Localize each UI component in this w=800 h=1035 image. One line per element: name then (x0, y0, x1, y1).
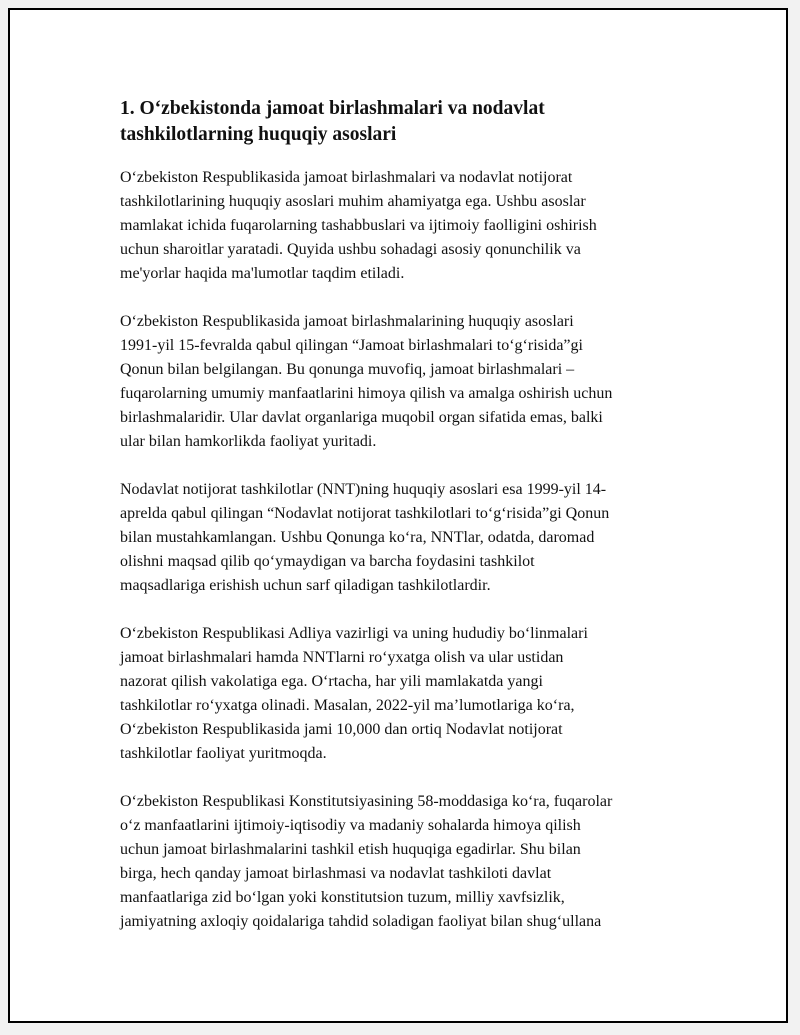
text-line: O‘zbekiston Respublikasida jami 10,000 dan ortiq Nodavlat notijorat (120, 721, 563, 738)
text-line: bilan mustahkamlangan. Ushbu Qonunga ko‘ra, NNTlar, odatda, daromad (120, 529, 595, 546)
document-page (8, 8, 788, 1023)
text-line: me'yorlar haqida ma'lumotlar taqdim etiladi. (120, 265, 405, 282)
paragraph-2 (120, 310, 700, 454)
text-line: tashkilotlarining huquqiy asoslari muhim ahamiyatga ega. Ushbu asoslar (120, 193, 586, 210)
text-line: O‘zbekiston Respublikasida jamoat birlashmalarining huquqiy asoslari (120, 313, 574, 330)
text-line: fuqarolarning umumiy manfaatlarini himoya qilish va amalga oshirish uchun (120, 385, 613, 402)
paragraph-1 (120, 166, 700, 286)
heading-line: tashkilotlarning huquqiy asoslari (120, 124, 397, 145)
paragraph-4 (120, 622, 700, 766)
text-line: birlashmalaridir. Ular davlat organlariga muqobil organ sifatida emas, balki (120, 409, 603, 426)
text-line: birga, hech qanday jamoat birlashmasi va nodavlat tashkiloti davlat (120, 865, 552, 882)
text-line: O‘zbekiston Respublikasida jamoat birlashmalari va nodavlat notijorat (120, 169, 573, 186)
text-line: Qonun bilan belgilangan. Bu qonunga muvofiq, jamoat birlashmalari – (120, 361, 575, 378)
text-line: manfaatlariga zid bo‘lgan yoki konstitutsion tuzum, milliy xavfsizlik, (120, 889, 565, 906)
text-line: tashkilotlar faoliyat yuritmoqda. (120, 745, 327, 762)
text-line: O‘zbekiston Respublikasi Adliya vazirligi va uning hududiy bo‘linmalari (120, 625, 588, 642)
text-line: mamlakat ichida fuqarolarning tashabbuslari va ijtimoiy faolligini oshirish (120, 217, 597, 234)
text-line: jamoat birlashmalari hamda NNTlarni ro‘yxatga olish va ular ustidan (120, 649, 564, 666)
text-line: 1991-yil 15-fevralda qabul qilingan “Jamoat birlashmalari to‘g‘risida”gi (120, 337, 583, 354)
text-line: nazorat qilish vakolatiga ega. O‘rtacha, har yili mamlakatda yangi (120, 673, 543, 690)
paragraph-3 (120, 478, 700, 598)
text-line: uchun sharoitlar yaratadi. Quyida ushbu sohadagi asosiy qonunchilik va (120, 241, 581, 258)
text-line: O‘zbekiston Respublikasi Konstitutsiyasining 58-moddasiga ko‘ra, fuqarolar (120, 793, 613, 810)
text-line: o‘z manfaatlarini ijtimoiy-iqtisodiy va madaniy sohalarda himoya qilish (120, 817, 581, 834)
section-heading (120, 96, 700, 148)
paragraph-5 (120, 790, 700, 934)
text-line: ular bilan hamkorlikda faoliyat yuritadi. (120, 433, 377, 450)
text-line: maqsadlariga erishish uchun sarf qiladigan tashkilotlardir. (120, 577, 491, 594)
text-line: uchun jamoat birlashmalarini tashkil etish huquqiga egadirlar. Shu bilan (120, 841, 581, 858)
text-line: Nodavlat notijorat tashkilotlar (NNT)ning huquqiy asoslari esa 1999-yil 14- (120, 481, 607, 498)
text-line: jamiyatning axloqiy qoidalariga tahdid soladigan faoliyat bilan shug‘ullana (120, 913, 602, 930)
text-line: tashkilotlar ro‘yxatga olinadi. Masalan, 2022-yil ma’lumotlariga ko‘ra, (120, 697, 575, 714)
document-content (120, 96, 700, 958)
text-line: aprelda qabul qilingan “Nodavlat notijorat tashkilotlari to‘g‘risida”gi Qonun (120, 505, 610, 522)
heading-line: 1. O‘zbekistonda jamoat birlashmalari va nodavlat (120, 98, 545, 119)
text-line: olishni maqsad qilib qo‘ymaydigan va barcha foydasini tashkilot (120, 553, 535, 570)
